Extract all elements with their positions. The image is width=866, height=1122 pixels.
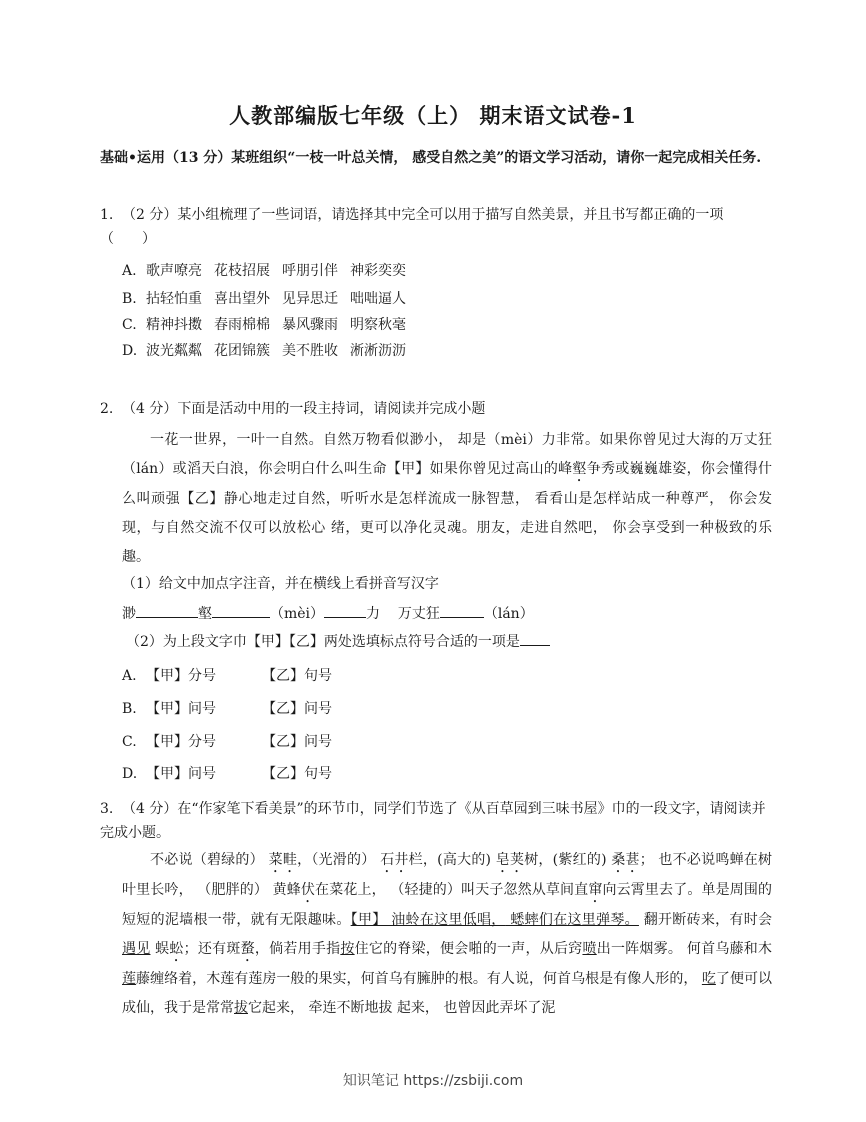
option-label: A. <box>122 263 137 279</box>
option-word: 美不胜收 <box>282 343 338 359</box>
option-word: 见异思迁 <box>282 291 338 307</box>
dotted-char: 皂荚 <box>495 852 525 868</box>
q2-fill-line <box>122 602 534 626</box>
option-text: 【甲】分号 <box>146 668 216 684</box>
option-text: 【乙】句号 <box>262 766 332 782</box>
passage-text: 不必说（碧绿的） <box>150 852 269 868</box>
dotted-char: 蚣 <box>169 941 184 957</box>
option-word: 波光粼粼 <box>146 343 202 359</box>
passage-text: ；还有斑 <box>183 941 241 957</box>
answer-blank-3[interactable] <box>324 603 366 618</box>
underlined-text: 喷 <box>582 941 597 957</box>
option-label: C. <box>122 734 137 750</box>
answer-blank-5[interactable] <box>520 631 550 646</box>
q2-sub2 <box>126 630 550 654</box>
dotted-char: 蝥 <box>240 941 255 957</box>
section-intro: 基础•运用（13 分）某班组织“一枝一叶总关情， 感受自然之美”的语文学习活动，请你一起完成相关任务. <box>100 150 762 166</box>
option-word: 花团锦簇 <box>214 343 270 359</box>
question-text: （4 分）下面是活动中用的一段主持词，请阅读并完成小题 <box>122 401 486 417</box>
option-label: D. <box>122 343 138 359</box>
underlined-text: 遇见 <box>122 941 151 957</box>
sub-question-text: （2）为上段文字巾【甲】【乙】两处选填标点符号合适的一项是 <box>126 634 520 650</box>
option-word: 明察秋毫 <box>350 317 406 333</box>
q2-option-b[interactable] <box>122 698 332 718</box>
option-label: B. <box>122 701 137 717</box>
q2-option-a[interactable] <box>122 665 332 685</box>
q2-option-d[interactable] <box>122 763 332 783</box>
option-word: 精神抖擞 <box>146 317 202 333</box>
option-word: 暴风骤雨 <box>282 317 338 333</box>
dotted-char: 石井 <box>380 852 409 868</box>
q3-passage <box>122 846 772 1023</box>
passage-text: ，（光滑的） <box>297 852 381 868</box>
passage-text: 向云霄里去了。单是周围的短短的泥墙根一带，就有无限趣味。 <box>122 882 773 928</box>
underlined-text: 莲 <box>122 971 137 987</box>
option-label: A. <box>122 668 137 684</box>
option-word: 淅淅沥沥 <box>350 343 406 359</box>
dotted-char: 壑 <box>572 461 587 477</box>
page-title: 人教部编版七年级（上） 期末语文试卷-1 <box>229 103 637 128</box>
page-footer-watermark: 知识笔记 https://zsbiji.com <box>342 1073 524 1089</box>
question-text: （2 分）某小组梳理了一些词语，请选择其中完全可以用于描写自然美景，并且书写都正确的一项（ ） <box>100 207 724 247</box>
fill-char: 力 <box>366 606 381 622</box>
passage-text: 翻开断砖来，有时会 <box>638 912 773 928</box>
q2-passage <box>122 426 772 572</box>
dotted-char: 伏 <box>300 882 316 898</box>
passage-text: 争秀或巍巍雄姿，你会懂得什么叫顽强【乙】静心地走过自然，听听水是怎样流成一脉智慧， 看看山是怎样站成一种尊严， 你会发现，与自然交流不仅可以放松心 绪，更可以净化灵魂。朋友，走进自然吧， 你会享受到一种极致的乐趣。 <box>122 461 773 565</box>
fill-char: 壑 <box>198 606 212 622</box>
dotted-char: 桑葚 <box>611 852 640 868</box>
q1-option-d[interactable] <box>122 340 406 360</box>
passage-text: 一花一世界，一叶一自然。自然万物看似渺小， 却是（mèi）力非常。如果你曾见过大海的万丈狂 （lán）或滔天白浪，你会明白什么叫生命【甲】如果你曾见过高山的峰 <box>122 432 772 477</box>
option-word: 歌声嘹亮 <box>146 263 202 279</box>
question-number: 1. <box>100 207 114 223</box>
passage-text: 树，(紫红的) <box>524 852 612 868</box>
passage-text: 它起来， 牵连不断地拔 起来， 也曾因此弄坏了泥 <box>248 1000 556 1016</box>
option-word: 咄咄逼人 <box>350 291 406 307</box>
passage-text: 了便可以成仙，我于是常常 <box>122 971 773 1016</box>
question-number: 3. <box>100 801 114 817</box>
answer-blank-1[interactable] <box>136 603 198 618</box>
answer-blank-2[interactable] <box>212 603 270 618</box>
question-1-stem <box>100 203 772 251</box>
q1-option-c[interactable] <box>122 314 406 334</box>
passage-text: 蜈 <box>150 941 170 957</box>
passage-text: 栏，(高大的) <box>408 852 496 868</box>
answer-blank-4[interactable] <box>440 603 484 618</box>
underlined-text: 拔 <box>234 1000 248 1016</box>
question-text: （4 分）在“作家笔下看美景”的环节巾，同学们节选了《从百草园到三味书屋》巾的一段文字，请阅读并完成小题。 <box>100 801 766 841</box>
option-word: 花枝招展 <box>214 263 270 279</box>
fill-char: （lán） <box>483 606 534 622</box>
option-text: 【乙】问号 <box>262 701 332 717</box>
option-text: 【乙】句号 <box>262 668 332 684</box>
option-text: 【甲】分号 <box>146 734 216 750</box>
passage-text: 藤缠络着，木莲有莲房一般的果实，何首乌有臃肿的根。有人说，何首乌根是有像人形的， <box>136 971 702 987</box>
underlined-text: 蟋蟀们在这里弹琴。 <box>505 912 639 928</box>
fill-char: 渺 <box>122 606 136 622</box>
fill-char: 万丈狂 <box>397 606 440 622</box>
passage-text: ； 也不必说鸣蝉在树叶里长吟， （肥胖的） 黄蜂 <box>122 852 773 898</box>
underlined-text: 按 <box>340 941 355 957</box>
option-text: 【乙】问号 <box>262 734 332 750</box>
option-label: C. <box>122 317 137 333</box>
q2-sub1: （1）给文中加点字注音，并在横线上看拼音写汉字 <box>122 576 439 592</box>
dotted-char: 窜 <box>588 882 603 898</box>
option-text: 【甲】问号 <box>146 766 216 782</box>
question-number: 2. <box>100 401 114 417</box>
fill-char: （mèi） <box>270 606 325 622</box>
passage-text: 在菜花上， （轻捷的）叫天子忽然从草间直 <box>315 882 589 898</box>
option-word: 春雨棉棉 <box>214 317 270 333</box>
q2-option-c[interactable] <box>122 731 332 751</box>
dotted-char: 菜畦 <box>268 852 298 868</box>
question-2-stem <box>100 397 772 421</box>
option-word: 拈轻怕重 <box>146 291 202 307</box>
q1-option-b[interactable] <box>122 288 406 308</box>
option-word: 呼朋引伴 <box>282 263 338 279</box>
q1-option-a[interactable] <box>122 260 406 280</box>
passage-text: ，倘若用手指 <box>254 941 341 957</box>
option-label: D. <box>122 766 138 782</box>
passage-text: 住它的脊梁，便会啪的一声，从后窍 <box>354 941 583 957</box>
underlined-text: 【甲】 油蛉在这里低唱， <box>350 912 506 928</box>
passage-text: 出一阵烟雾。 何首乌藤和木 <box>596 941 773 957</box>
underlined-text: 吃 <box>701 971 716 987</box>
option-word: 喜出望外 <box>214 291 270 307</box>
question-3-stem <box>100 797 772 845</box>
option-word: 神彩奕奕 <box>350 263 406 279</box>
option-text: 【甲】问号 <box>146 701 216 717</box>
option-label: B. <box>122 291 137 307</box>
